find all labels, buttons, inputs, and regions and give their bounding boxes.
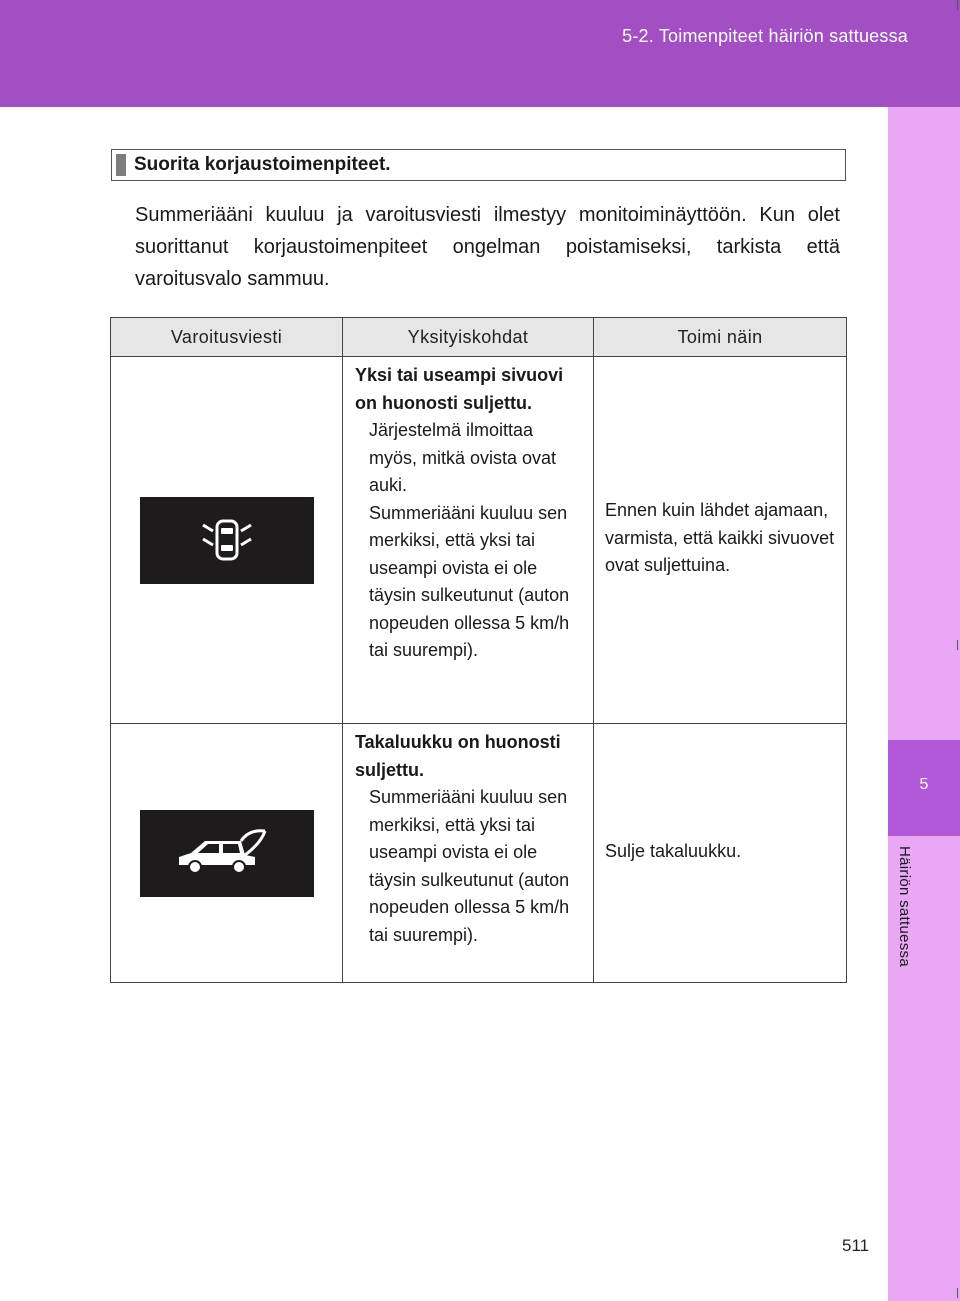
page-number: 511 [842,1236,870,1255]
column-header: Toimi näin [594,318,847,357]
detail-text: Summeriääni kuuluu sen merkiksi, että yksi tai useampi ovista ei ole täysin sulkeutunut (auton nopeuden ollessa 5 km/h tai suurempi). [369,502,570,660]
column-header: Yksityiskohdat [343,318,594,357]
table-row [111,357,847,724]
detail-title: Takaluukku on huonosti suljettu. [355,732,561,780]
warning-icon-cell [111,724,343,983]
warning-display [140,810,314,897]
detail-text: Järjestelmä ilmoittaa myös, mitkä ovista ovat auki. [369,420,557,495]
chapter-side-tab [888,107,960,1301]
detail-text: Summeriääni kuuluu sen merkiksi, että yksi tai useampi ovista ei ole täysin sulkeutunut (auton nopeuden ollessa 5 km/h tai suurempi). [369,787,570,945]
warning-icon-cell [111,357,343,724]
section-heading: Suorita korjaustoimenpiteet. [134,154,391,175]
section-heading-box [111,149,846,181]
warning-table [110,317,847,983]
table-row [111,724,847,983]
action-cell: Sulje takaluukku. [594,724,847,983]
action-cell: Ennen kuin lähdet ajamaan, varmista, että kaikki sivuovet ovat suljettuina. [594,357,847,724]
heading-marker [116,154,126,176]
trim-mark [957,0,958,10]
chapter-title: Häiriön sattuessa [896,846,913,967]
trim-mark [957,640,958,650]
detail-cell [343,357,594,724]
table-header-row [111,318,847,357]
door-open-icon [197,515,257,565]
warning-display [140,497,314,584]
detail-cell [343,724,594,983]
chapter-number: 5 [919,776,929,793]
top-band [0,0,960,107]
running-header: 5-2. Toimenpiteet häiriön sattuessa [622,26,908,46]
detail-title: Yksi tai useampi sivuovi on huonosti suljettu. [355,365,564,413]
trim-mark [957,1288,958,1298]
tailgate-open-icon [175,827,279,879]
column-header: Varoitusviesti [111,318,343,357]
intro-paragraph: Summeriääni kuuluu ja varoitusviesti ilmestyy monitoiminäyttöön. Kun olet suorittanut korjaustoimenpiteet ongelman poistamiseksi, tarkista että varoitusvalo sammuu. [135,204,840,290]
